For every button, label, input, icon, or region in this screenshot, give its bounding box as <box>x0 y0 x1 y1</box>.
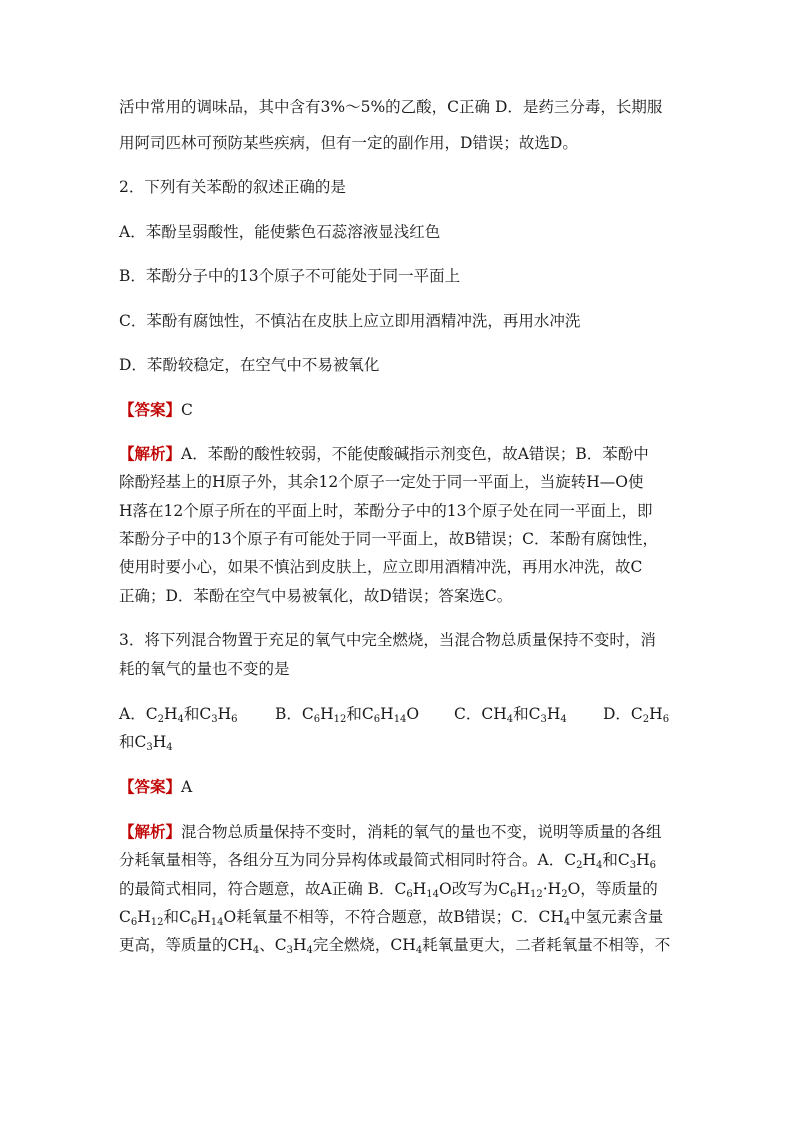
q2-analysis-line-3: H落在12个原子所在的平面上时，苯酚分子中的13个原子处在同一平面上，即 <box>119 502 653 520</box>
q2-analysis-line-4: 苯酚分子中的13个原子有可能处于同一平面上，故B错误；C．苯酚有腐蚀性， <box>119 530 658 548</box>
q2-analysis-line-6: 正确；D．苯酚在空气中易被氧化，故D错误；答案选C。 <box>119 587 513 605</box>
q3-options-row <box>119 703 679 725</box>
continued-line-2: 用阿司匹林可预防某些疾病，但有一定的副作用，D错误；故选D。 <box>119 134 578 152</box>
q3-option-d-cont: 和$C_3H_4$ <box>119 733 173 753</box>
q3-option-b: B．$C_6H_{12}$和$C_6H_{14}O$ <box>275 705 420 725</box>
q3-stem-line-2: 耗的氧气的量也不变的是 <box>119 660 290 678</box>
answer-tag: 【答案】 <box>119 777 182 796</box>
q3-analysis-line-1: 【解析】混合物总质量保持不变时，消耗的氧气的量也不变，说明等质量的各组 <box>119 822 662 841</box>
q2-stem: 2．下列有关苯酚的叙述正确的是 <box>119 178 346 196</box>
answer-tag: 【答案】 <box>119 400 182 419</box>
q2-analysis-line-2: 除酚羟基上的H原子外，其余12个原子一定处于同一平面上，当旋转H—O使 <box>119 473 644 491</box>
q3-analysis-line-3: 的最简式相同，符合题意，故A正确 B．$C_6H_{14}O$改写为$C_6H_{12}\cdot H_2O$，等质量的 <box>119 880 658 900</box>
q3-analysis-line-5: 更高，等质量的$CH_4$、$C_3H_4$完全燃烧，$CH_4$耗氧量更大，二者耗氧量不相等，不 <box>119 936 671 956</box>
q2-option-d: D．苯酚较稳定，在空气中不易被氧化 <box>119 356 380 374</box>
q3-option-a: A．$C_2H_4$和$C_3H_6$ <box>119 705 238 725</box>
q2-analysis-line-5: 使用时要小心，如果不慎沾到皮肤上，应立即用酒精冲洗，再用水冲洗，故C <box>119 558 643 576</box>
q2-option-b: B．苯酚分子中的13个原子不可能处于同一平面上 <box>119 267 461 285</box>
q2-option-a: A．苯酚呈弱酸性，能使紫色石蕊溶液显浅红色 <box>119 223 441 241</box>
q3-analysis-line-2: 分耗氧量相等，各组分互为同分异构体或最简式相同时符合。A．$C_2H_4$和$C_3H_6$ <box>119 851 657 871</box>
q2-analysis-line-1: 【解析】A．苯酚的酸性较弱，不能使酸碱指示剂变色，故A错误；B．苯酚中 <box>119 444 649 463</box>
q3-analysis-line-4: $C_6H_{12}$和$C_6H_{14}O$耗氧量不相等，不符合题意，故B错误；C．$CH_4$中氢元素含量 <box>119 908 664 928</box>
q3-option-c: C．$CH_4$和$C_3H_4$ <box>454 705 567 725</box>
continued-line-1: 活中常用的调味品，其中含有3%～5%的乙酸，C正确 D．是药三分毒，长期服 <box>119 98 663 116</box>
analysis-tag: 【解析】 <box>119 444 182 463</box>
q2-option-c: C．苯酚有腐蚀性，不慎沾在皮肤上应立即用酒精冲洗，再用水冲洗 <box>119 312 581 330</box>
q2-answer <box>119 399 193 421</box>
answer-value: C <box>181 401 193 419</box>
q3-stem-line-1: 3．将下列混合物置于充足的氧气中完全燃烧，当混合物总质量保持不变时，消 <box>119 631 656 649</box>
q3-option-d: D．$C_2H_6$ <box>603 705 670 725</box>
analysis-tag: 【解析】 <box>119 822 182 841</box>
answer-value: A <box>181 778 193 796</box>
q3-answer <box>119 776 192 798</box>
